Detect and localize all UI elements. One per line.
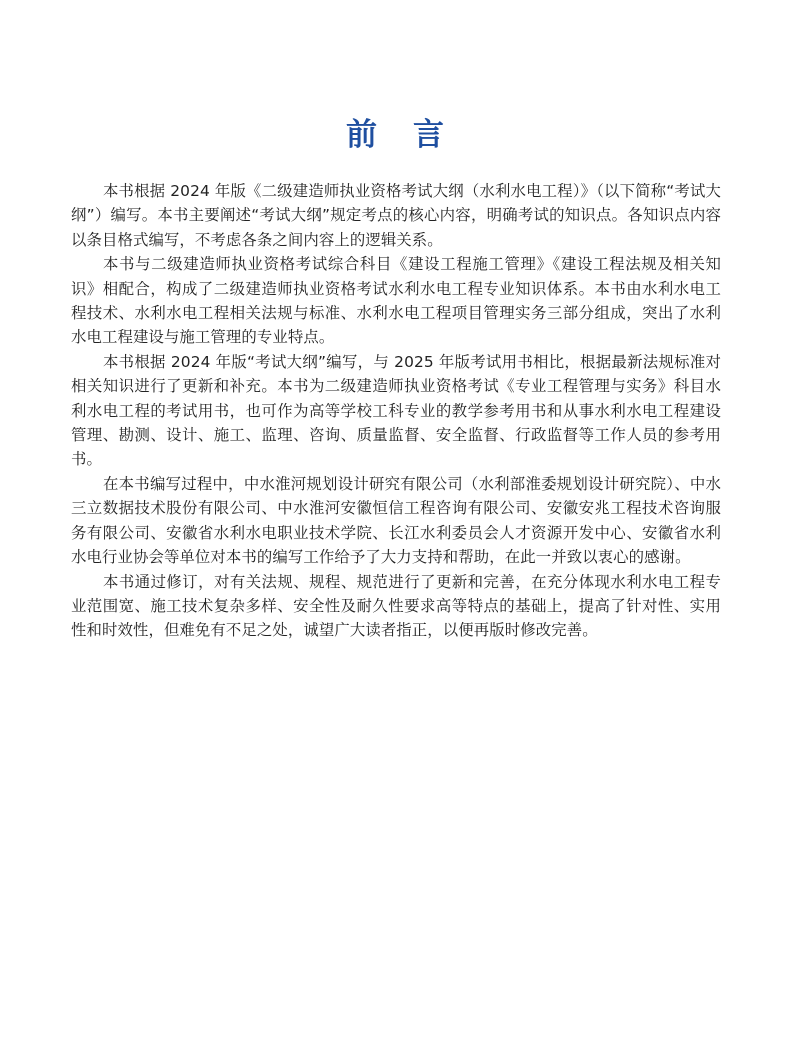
page-title: 前言: [346, 116, 480, 153]
paragraph-5: 本书通过修订，对有关法规、规程、规范进行了更新和完善，在充分体现水利水电工程专业范围宽、施工技术复杂多样、安全性及耐久性要求高等特点的基础上，提高了针对性、实用性和时效性，但难免有不足之处，诚望广大读者指正，以便再版时修改完善。: [71, 572, 721, 640]
paragraph-3: 本书根据 2024 年版“考试大纲”编写，与 2025 年版考试用书相比，根据最新法规标准对相关知识进行了更新和补充。本书为二级建造师执业资格考试《专业工程管理与实务》科目水利水电工程的考试用书，也可作为高等学校工科专业的教学参考用书和从事水利水电工程建设管理、勘测、设计、施工、监理、咨询、质量监督、安全监督、行政监督等工作人员的参考用书。: [71, 352, 721, 469]
paragraph-1: 本书根据 2024 年版《二级建造师执业资格考试大纲（水利水电工程）》（以下简称“考试大纲”）编写。本书主要阐述“考试大纲”规定考点的核心内容，明确考试的知识点。各知识点内容以条目格式编写，不考虑各条之间内容上的逻辑关系。: [71, 182, 721, 249]
paragraph-2: 本书与二级建造师执业资格考试综合科目《建设工程施工管理》《建设工程法规及相关知识》相配合，构成了二级建造师执业资格考试水利水电工程专业知识体系。本书由水利水电工程技术、水利水电工程相关法规与标准、水利水电工程项目管理实务三部分组成，突出了水利水电工程建设与施工管理的专业特点。: [71, 255, 721, 347]
preface-body: [71, 179, 721, 643]
paragraph-4: 在本书编写过程中，中水淮河规划设计研究有限公司（水利部淮委规划设计研究院）、中水三立数据技术股份有限公司、中水淮河安徽恒信工程咨询有限公司、安徽安兆工程技术咨询服务有限公司、安徽省水利水电职业技术学院、长江水利委员会人才资源开发中心、安徽省水利水电行业协会等单位对本书的编写工作给予了大力支持和帮助，在此一并致以衷心的感谢。: [71, 474, 721, 567]
